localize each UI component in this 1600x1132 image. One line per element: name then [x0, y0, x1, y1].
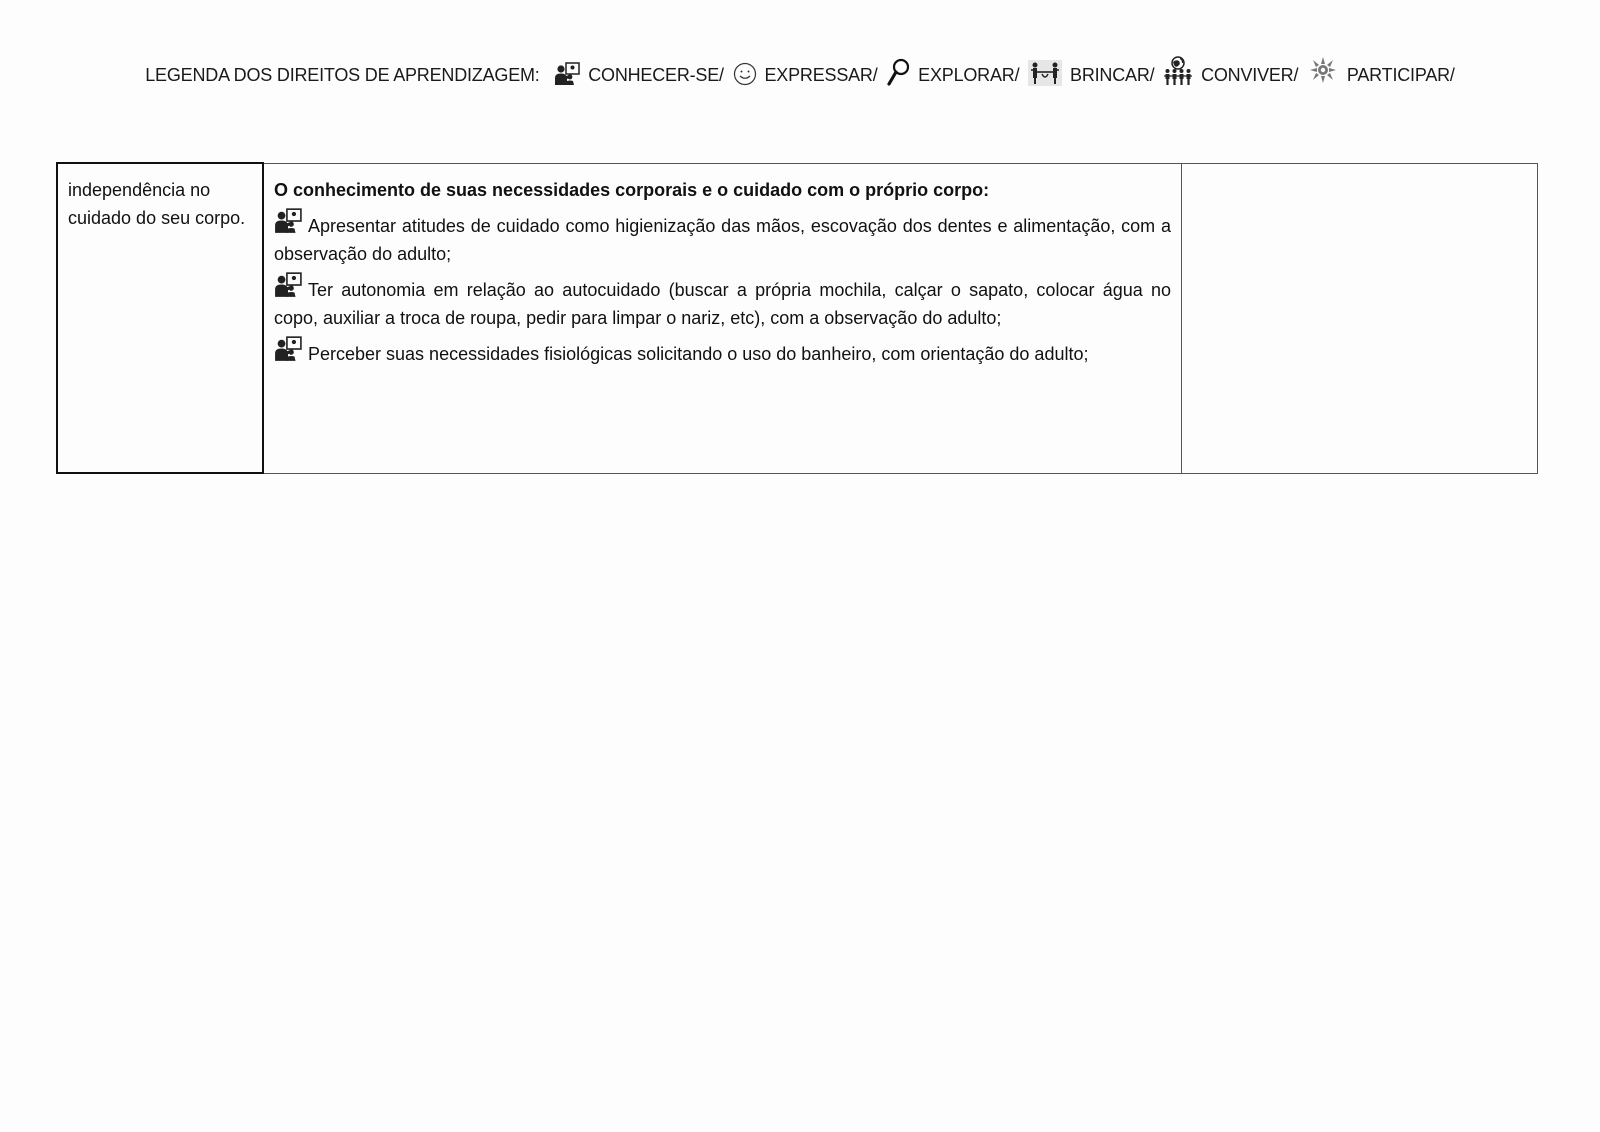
empty-cell [1182, 163, 1538, 473]
legend-label-conhecer: CONHECER-SE/ [588, 65, 724, 85]
globe-people-icon [1163, 56, 1193, 86]
objective-cell [57, 163, 263, 473]
list-item-text: Ter autonomia em relação ao autocuidado (buscar a própria mochila, calçar o sapato, colocar água no copo, auxiliar a troca de roupa, pedir para limpar o nariz, etc), com a observação do adulto; [274, 279, 1171, 328]
legend [0, 56, 1600, 86]
legend-title: LEGENDA DOS DIREITOS DE APRENDIZAGEM: [145, 65, 540, 85]
list-item [274, 272, 1171, 332]
legend-label-participar: PARTICIPAR/ [1346, 65, 1455, 85]
list-item [274, 208, 1171, 268]
children-playing-icon [1028, 60, 1062, 86]
objective-text: independência no cuidado do seu corpo. [68, 180, 246, 228]
list-item-text: Perceber suas necessidades fisiológicas solicitando o uso do banheiro, com orientação do adulto; [308, 343, 1089, 364]
people-board-icon [274, 336, 302, 362]
legend-label-explorar: EXPLORAR/ [918, 65, 1020, 85]
legend-label-conviver: CONVIVER/ [1201, 65, 1299, 85]
list-item-text: Apresentar atitudes de cuidado como higienização das mãos, escovação dos dentes e alimentação, com a observação do adulto; [274, 215, 1171, 264]
content-heading: O conhecimento de suas necessidades corporais e o cuidado com o próprio corpo: [274, 179, 990, 200]
people-board-icon [274, 272, 302, 298]
gear-burst-icon [1307, 56, 1339, 86]
people-board-icon [274, 208, 302, 234]
people-board-icon [554, 62, 580, 86]
legend-label-brincar: BRINCAR/ [1070, 65, 1155, 85]
content-cell [263, 163, 1182, 473]
smiley-icon [733, 62, 757, 86]
list-item [274, 336, 1171, 368]
content-table [56, 162, 1538, 474]
legend-label-expressar: EXPRESSAR/ [764, 65, 878, 85]
magnifier-icon [886, 58, 910, 86]
table-row [57, 163, 1538, 473]
